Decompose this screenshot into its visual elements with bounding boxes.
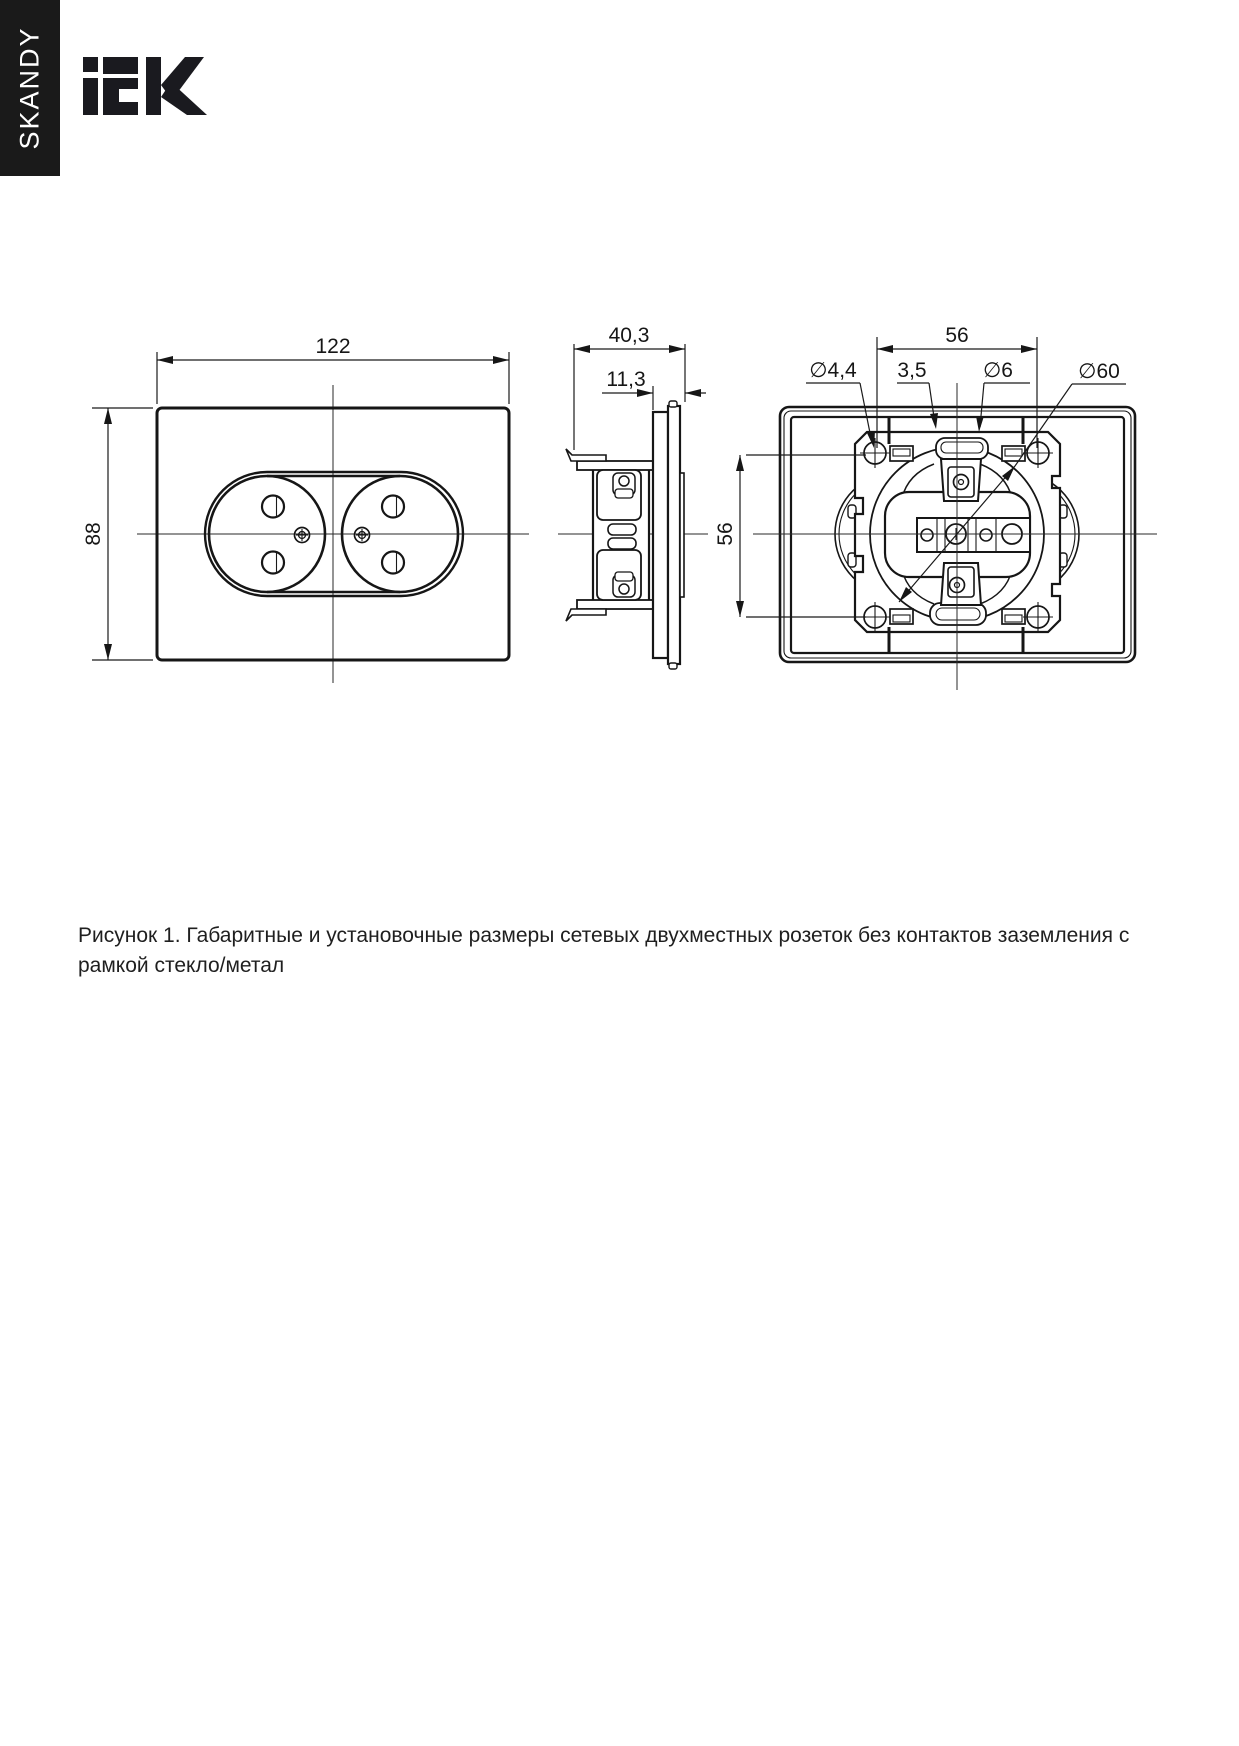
side-frame-slab xyxy=(653,412,668,658)
dim-hole-dia: ∅6 xyxy=(983,359,1013,382)
side-frame-depth-dimension xyxy=(602,368,706,410)
side-bottom-claw xyxy=(566,609,606,621)
dim-front-height: 88 xyxy=(82,522,105,546)
figure-caption: Рисунок 1. Габаритные и установочные размеры сетевых двухместных розеток без контактов заземления с рамкой стекло/метал xyxy=(78,924,1130,977)
dim-screw-hole-dia: ∅4,4 xyxy=(809,359,857,382)
technical-drawing xyxy=(0,0,1239,760)
back-view xyxy=(714,324,1157,690)
side-top-claw xyxy=(566,449,606,461)
terminal-strip xyxy=(917,518,1030,552)
socket-centre-screws xyxy=(295,528,370,543)
side-view xyxy=(558,324,708,669)
leader-clip-size xyxy=(897,359,938,429)
front-view xyxy=(82,335,529,683)
dim-back-vspacing: 56 xyxy=(714,522,737,546)
dim-back-hspacing: 56 xyxy=(945,324,969,347)
series-tab-label: SKANDY xyxy=(14,26,45,150)
dim-side-depth: 40,3 xyxy=(608,324,650,347)
side-socket-bulge xyxy=(680,473,684,597)
dim-front-width: 122 xyxy=(315,335,351,358)
dim-claw-span-dia: ∅60 xyxy=(1078,360,1120,383)
dim-clip-size: 3,5 xyxy=(897,359,927,382)
side-glass-slab xyxy=(668,406,680,664)
dim-side-frame-depth: 11,3 xyxy=(606,368,646,391)
